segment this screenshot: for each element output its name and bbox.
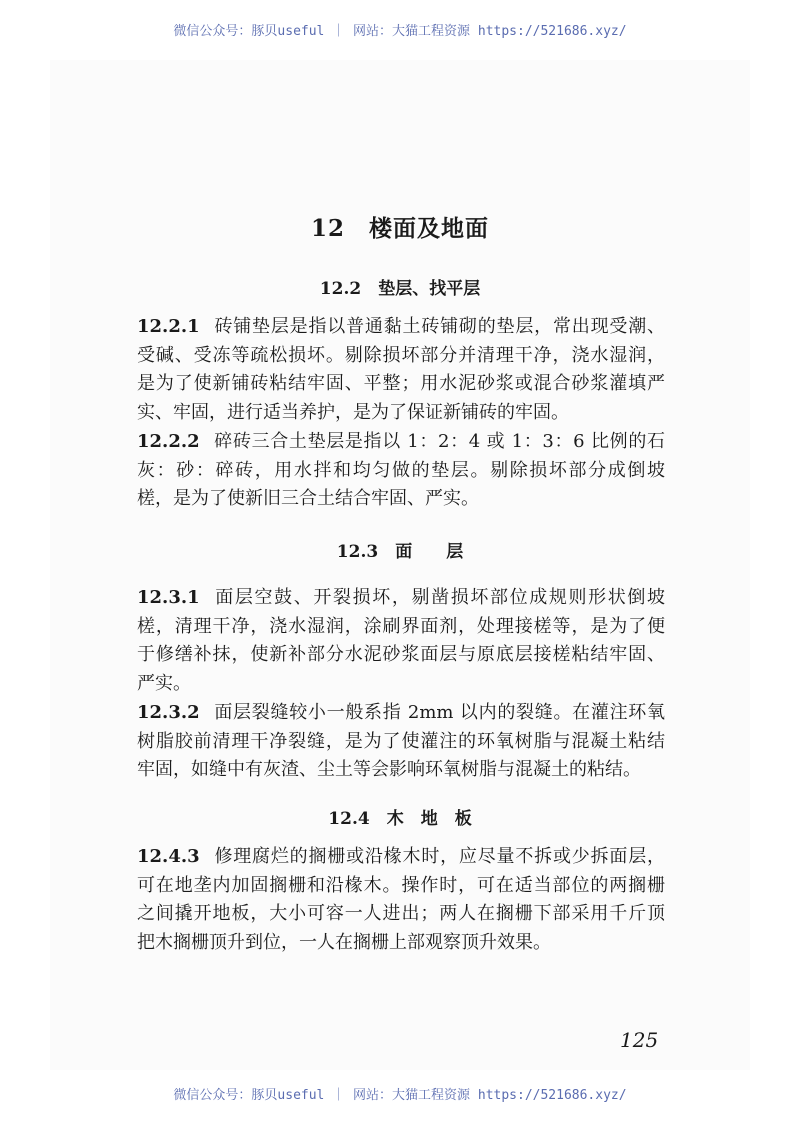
text-line: 牢固，如缝中有灰渣、尘土等会影响环氧树脂与混凝土的粘结。 bbox=[137, 759, 641, 781]
text-line: 实、牢固，进行适当养护，是为了保证新铺砖的牢固。 bbox=[137, 402, 569, 424]
text-line: 修理腐烂的搁栅或沿椽木时，应尽量不拆或少拆面层， bbox=[213, 846, 665, 867]
clause-number: 12.4.3 bbox=[137, 846, 200, 867]
text-line: 面层裂缝较小一般系指 2mm 以内的裂缝。在灌注环氧 bbox=[213, 702, 665, 723]
chapter-title: 12 楼面及地面 bbox=[310, 215, 489, 242]
section-title-12-3: 12.3 面 层 bbox=[336, 542, 464, 562]
clause-number: 12.2.1 bbox=[137, 316, 200, 337]
text-line: 槎，是为了使新旧三合土结合牢固、严实。 bbox=[137, 488, 479, 510]
text-line: 树脂胶前清理干净裂缝，是为了使灌注的环氧树脂与混凝土粘结 bbox=[137, 730, 665, 752]
text-line: 灰：砂：碎砖，用水拌和均匀做的垫层。剔除损坏部分成倒坡 bbox=[137, 459, 665, 481]
text-line: 碎砖三合土垫层是指以 1：2：4 或 1：3：6 比例的石 bbox=[213, 431, 665, 452]
section-title-12-2: 12.2 垫层、找平层 bbox=[319, 279, 481, 299]
watermark-bottom: 微信公众号：豚贝useful ｜ 网站：大猫工程资源 https://521686.xyz/ bbox=[173, 1088, 627, 1103]
clause-number: 12.3.1 bbox=[137, 587, 200, 608]
paragraph-12-2-1 bbox=[137, 313, 665, 428]
clause-number: 12.3.2 bbox=[137, 702, 200, 723]
text-line: 可在地垄内加固搁栅和沿椽木。操作时，可在适当部位的两搁栅 bbox=[137, 874, 665, 896]
text-line: 是为了使新铺砖粘结牢固、平整；用水泥砂浆或混合砂浆灌填严 bbox=[137, 373, 665, 395]
page-number: 125 bbox=[620, 1028, 659, 1052]
paragraph-12-3-1 bbox=[137, 584, 665, 699]
text-line: 于修缮补抹，使新补部分水泥砂浆面层与原底层接槎粘结牢固、 bbox=[137, 644, 665, 666]
text-line: 槎，清理干净，浇水湿润，涂刷界面剂，处理接槎等，是为了便 bbox=[137, 615, 665, 637]
text-line: 严实。 bbox=[137, 673, 191, 695]
clause-number: 12.2.2 bbox=[137, 431, 200, 452]
text-line: 之间撬开地板，大小可容一人进出；两人在搁栅下部采用千斤顶 bbox=[137, 903, 665, 925]
paragraph-12-2-2 bbox=[137, 428, 665, 514]
text-line: 砖铺垫层是指以普通黏土砖铺砌的垫层，常出现受潮、 bbox=[213, 316, 665, 337]
text-line: 把木搁栅顶升到位，一人在搁栅上部观察顶升效果。 bbox=[137, 932, 551, 954]
watermark-top: 微信公众号：豚贝useful ｜ 网站：大猫工程资源 https://521686.xyz/ bbox=[173, 24, 627, 39]
paragraph-12-3-2 bbox=[137, 699, 665, 785]
section-title-12-4: 12.4 木 地 板 bbox=[328, 809, 472, 829]
text-line: 面层空鼓、开裂损坏，剔凿损坏部位成规则形状倒坡 bbox=[213, 587, 665, 608]
text-line: 受碱、受冻等疏松损坏。剔除损坏部分并清理干净，浇水湿润， bbox=[137, 344, 665, 366]
paragraph-12-4-3 bbox=[137, 843, 665, 958]
